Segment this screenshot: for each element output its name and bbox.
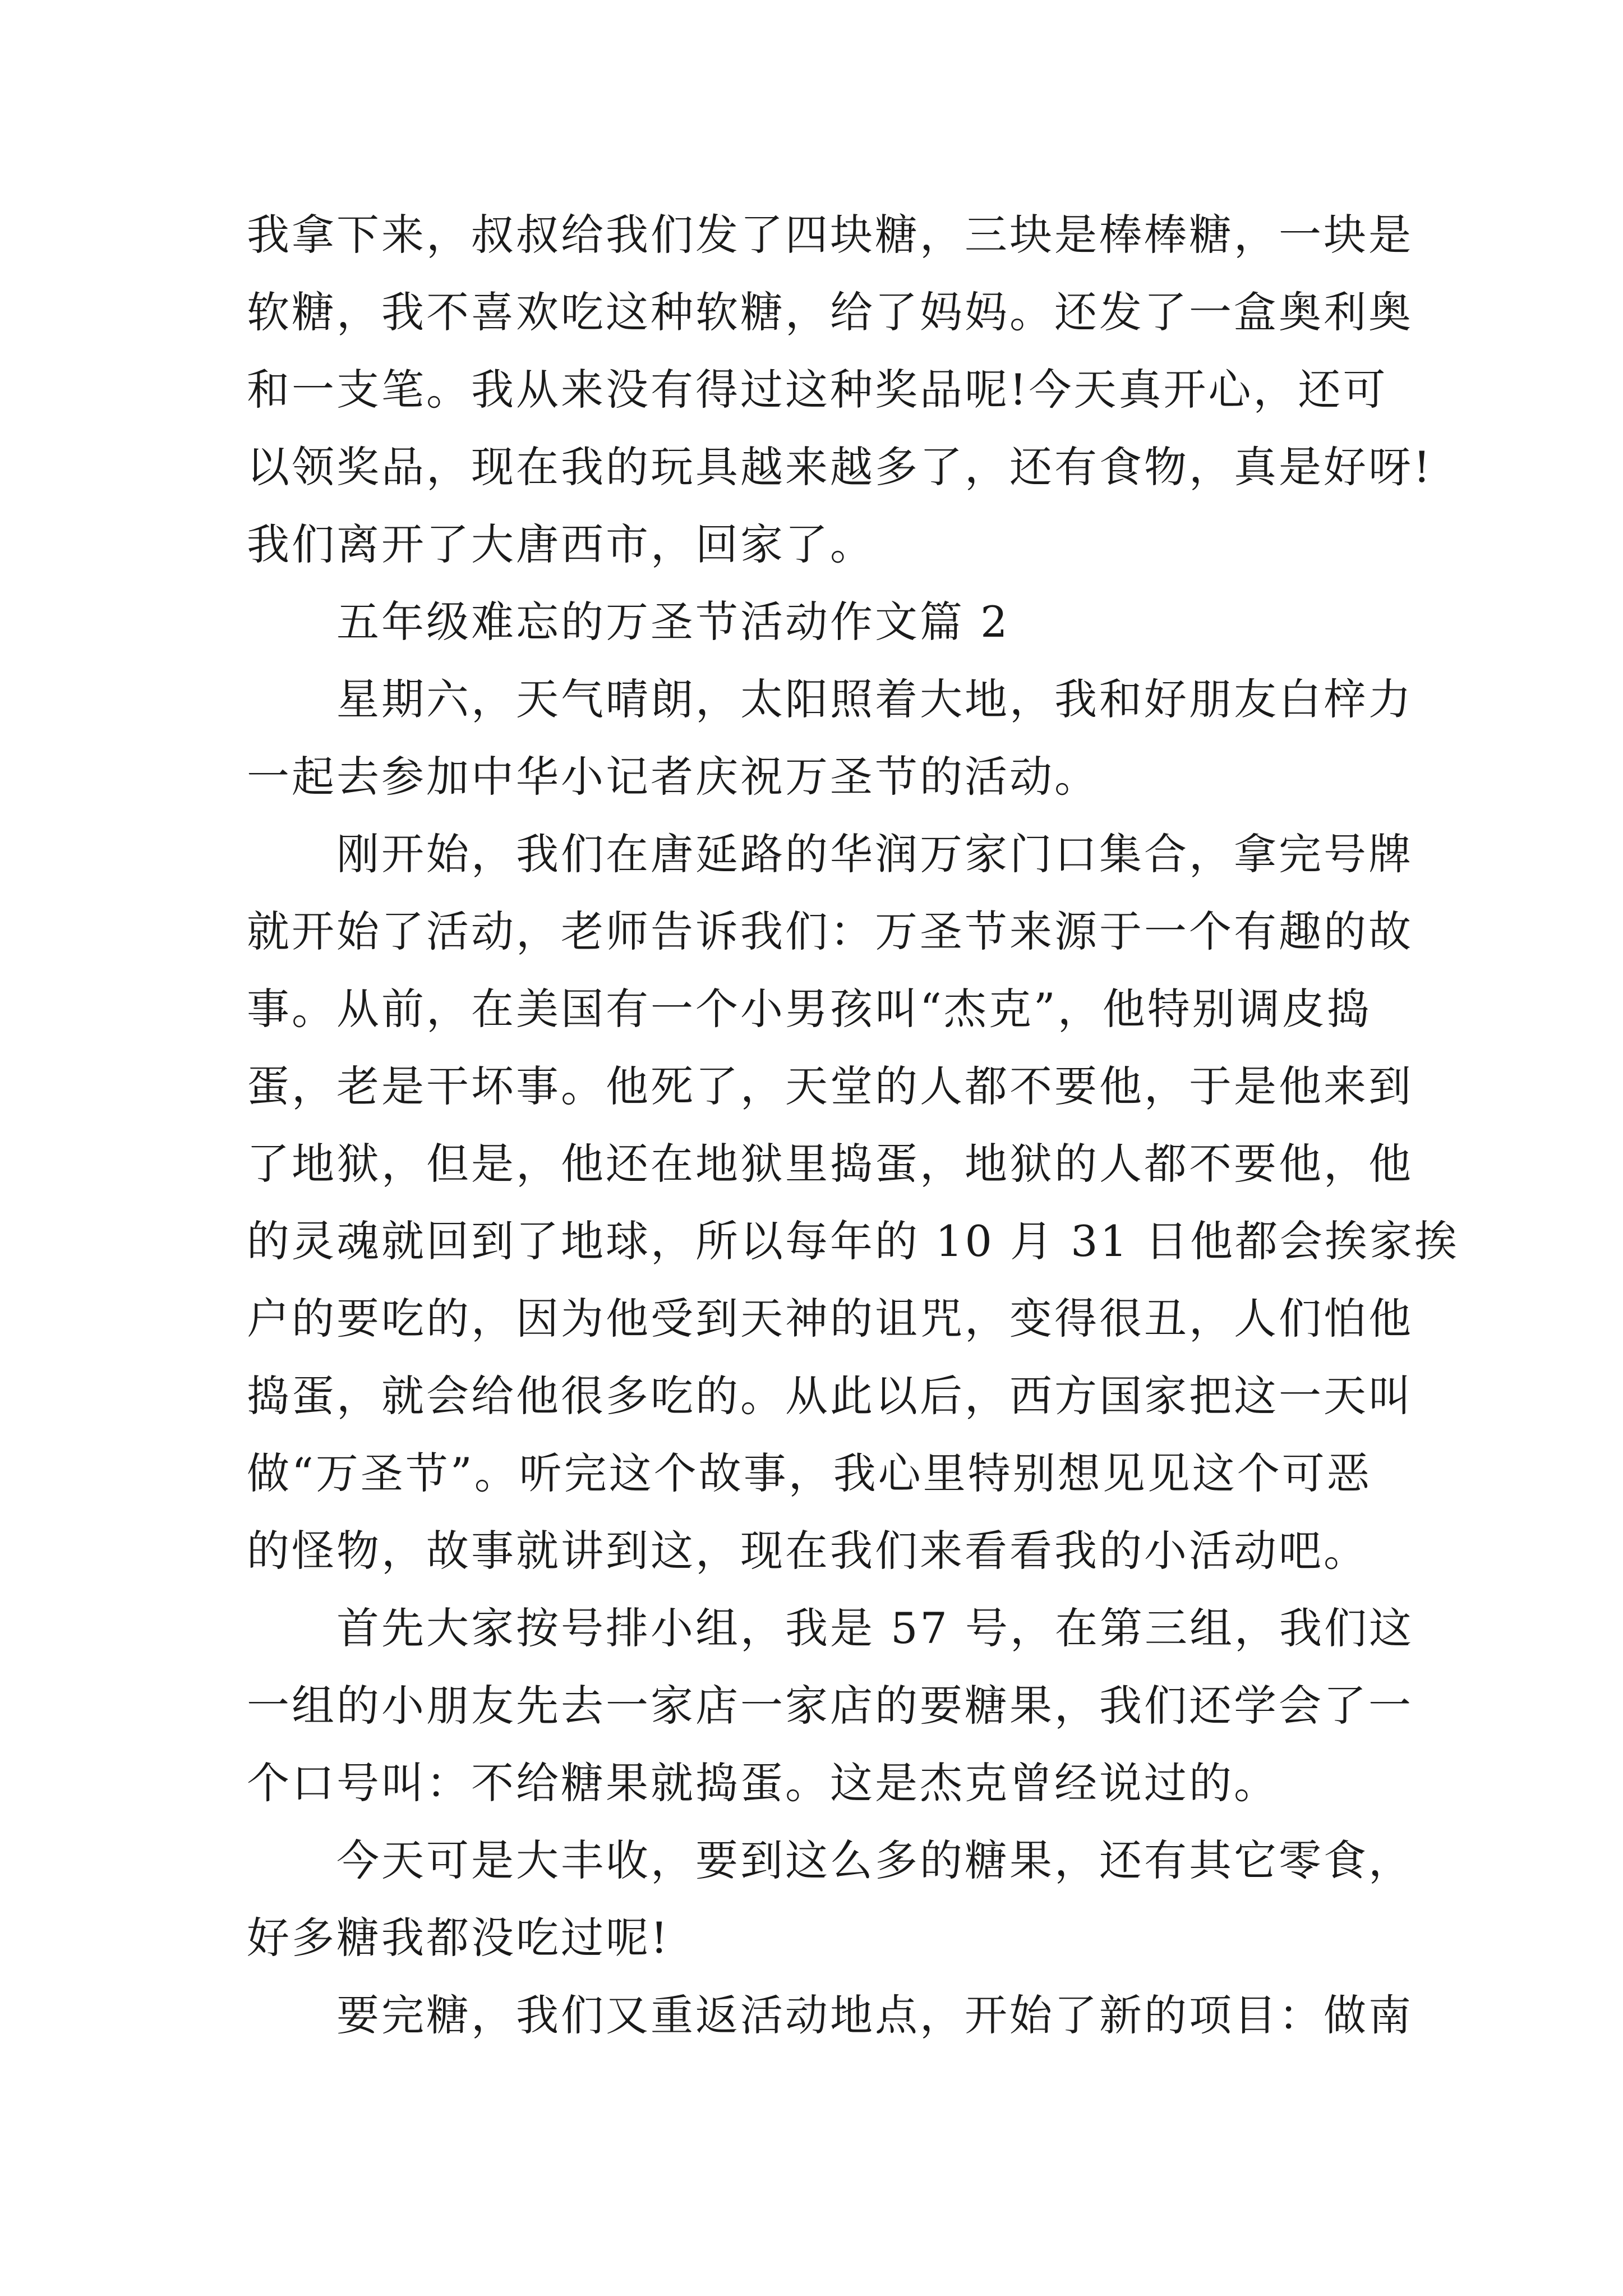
paragraph-line: 今天可是大丰收，要到这么多的糖果，还有其它零食， (336, 1835, 1413, 1885)
paragraph-line: 的灵魂就回到了地球，所以每年的 10 月 31 日他都会挨家挨 (247, 1216, 1460, 1266)
paragraph-line: 软糖，我不喜欢吃这种软糖，给了妈妈。还发了一盒奥利奥 (247, 287, 1413, 337)
paragraph-line: 首先大家按号排小组，我是 57 号，在第三组，我们这 (336, 1603, 1414, 1653)
paragraph-line: 我们离开了大唐西市，回家了。 (247, 519, 875, 569)
paragraph-line: 我拿下来，叔叔给我们发了四块糖，三块是棒棒糖，一块是 (247, 210, 1413, 260)
paragraph-line: 事。从前，在美国有一个小男孩叫“杰克”，他特别调皮捣 (247, 984, 1372, 1034)
section-heading: 五年级难忘的万圣节活动作文篇 2 (336, 597, 1010, 647)
paragraph-line: 做“万圣节”。听完这个故事，我心里特别想见见这个可恶 (247, 1448, 1372, 1498)
paragraph-line: 了地狱，但是，他还在地狱里捣蛋，地狱的人都不要他，他 (247, 1139, 1413, 1189)
paragraph-line: 个口号叫：不给糖果就捣蛋。这是杰克曾经说过的。 (247, 1758, 1279, 1808)
paragraph-line: 就开始了活动，老师告诉我们：万圣节来源于一个有趣的故 (247, 907, 1413, 956)
paragraph-line: 蛋，老是干坏事。他死了，天堂的人都不要他，于是他来到 (247, 1061, 1413, 1111)
paragraph-line: 和一支笔。我从来没有得过这种奖品呢!今天真开心，还可 (247, 365, 1388, 415)
paragraph-line: 捣蛋，就会给他很多吃的。从此以后，西方国家把这一天叫 (247, 1371, 1413, 1421)
paragraph-line: 一组的小朋友先去一家店一家店的要糖果，我们还学会了一 (247, 1681, 1413, 1731)
paragraph-line: 一起去参加中华小记者庆祝万圣节的活动。 (247, 752, 1099, 802)
article-body (247, 196, 1460, 2054)
paragraph-line: 好多糖我都没吃过呢! (247, 1913, 670, 1963)
paragraph-line: 要完糖，我们又重返活动地点，开始了新的项目：做南 (336, 1990, 1413, 2040)
paragraph-line: 户的要吃的，因为他受到天神的诅咒，变得很丑，人们怕他 (247, 1294, 1413, 1343)
paragraph-line: 刚开始，我们在唐延路的华润万家门口集合，拿完号牌 (336, 829, 1413, 879)
paragraph-line: 以领奖品，现在我的玩具越来越多了，还有食物，真是好呀! (247, 442, 1433, 492)
paragraph-line: 的怪物，故事就讲到这，现在我们来看看我的小活动吧。 (247, 1526, 1368, 1576)
paragraph-line: 星期六，天气晴朗，太阳照着大地，我和好朋友白梓力 (336, 674, 1413, 724)
